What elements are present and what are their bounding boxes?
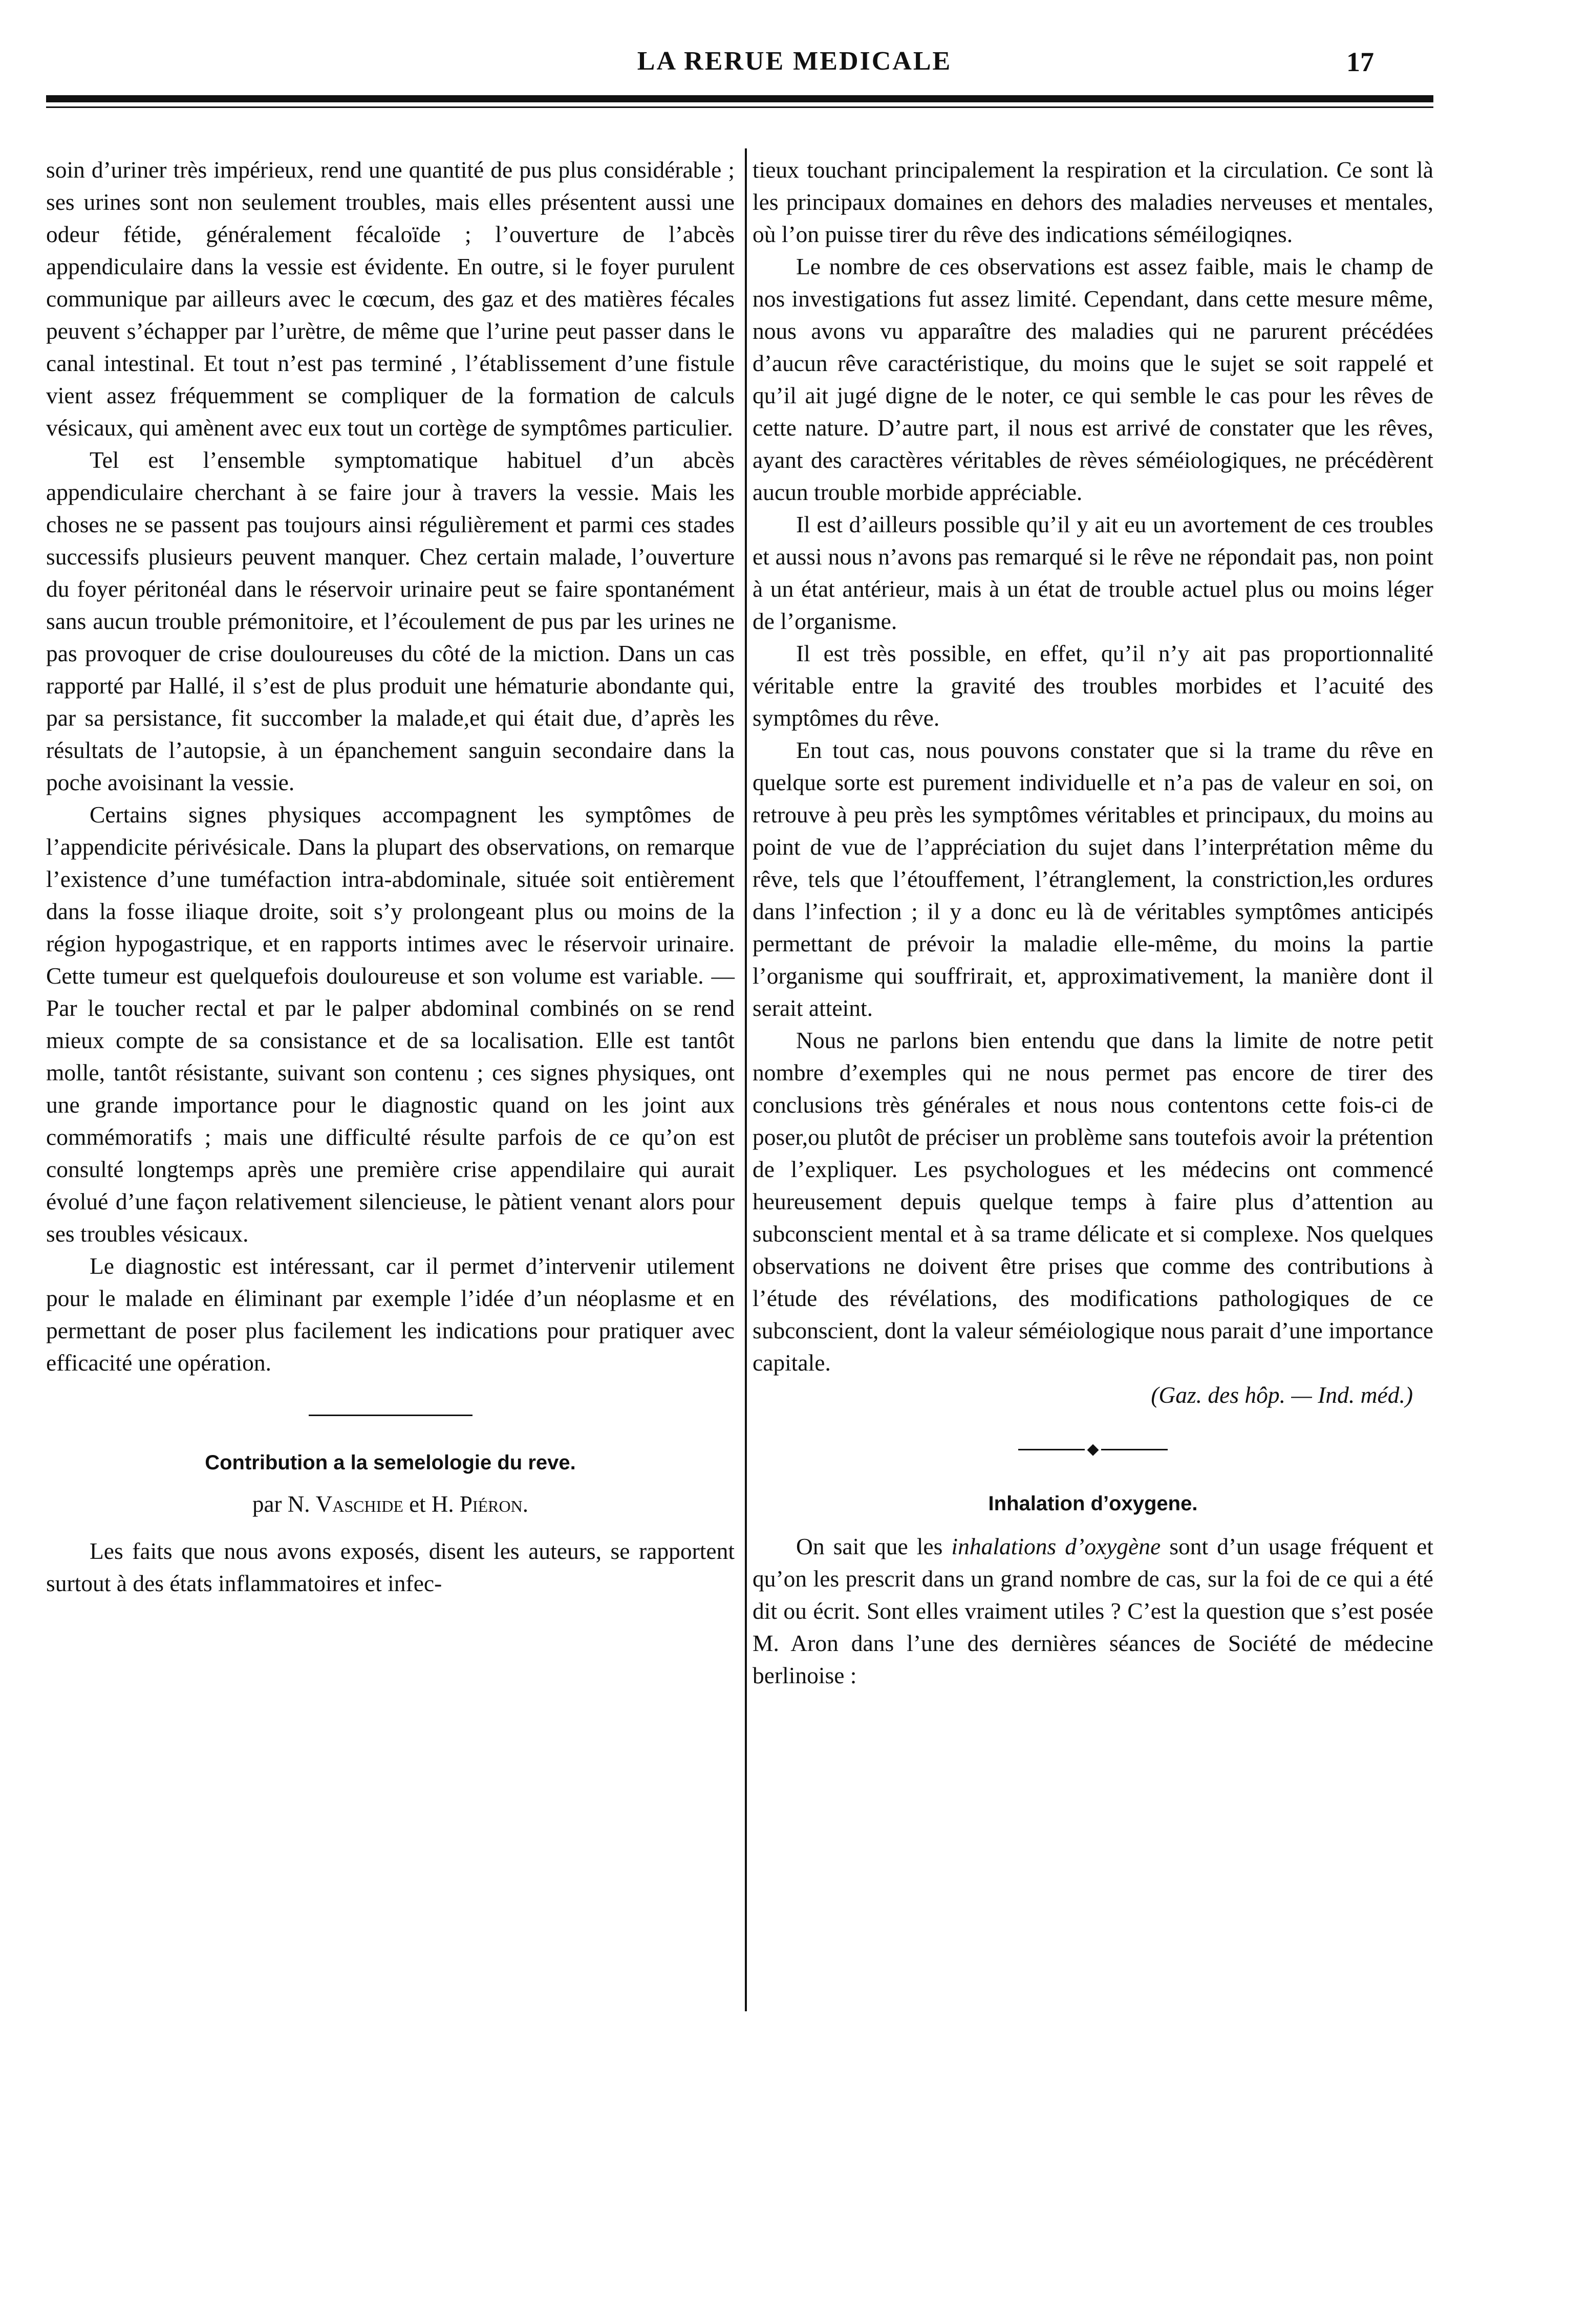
left-column [46,154,735,1599]
byline-mid: et H. [409,1491,454,1517]
paragraph: Certains signes physiques accompagnent les symptômes de l’appendicite périvésicale. Dans la plupart des observations, on remarque l’existence d’une tuméfaction intra-abdominale, située soit entièrement dans la fosse iliaque droite, soit s’y prolongeant plus ou moins de la région hypogastrique, et en rapports intimes avec le réservoir urinaire. Cette tumeur est quelquefois douloureuse et son volume est variable. — Par le toucher rectal et par le palper abdominal combinés on se rend mieux compte de sa consistance et de sa localisation. Elle est tantôt molle, tantôt résistante, suivant son contenu ; ces signes physiques, ont une grande importance pour le diagnostic quand on les joint aux commémoratifs ; mais une difficulté résulte parfois de ce qu’on est consulté longtemps après une première crise appendilaire qui aurait évolué d’une façon relativement silencieuse, le pàtient venant alors pour ses troubles vésicaux. [46,801,735,1247]
ornament-separator [753,1442,1433,1457]
ornament-icon: ◆ [1087,1441,1099,1458]
running-title: LA RERUE MEDICALE [637,47,952,76]
separator-bar [1101,1449,1168,1450]
right-column [753,154,1433,1691]
paragraph: tieux touchant principalement la respiration et la circulation. Ce sont là les principaux domaines en dehors des maladies nerveuses et mentales, où l’on puisse tirer du rêve des indications séméilogiqnes. [753,157,1433,247]
separator-bar [1018,1449,1085,1450]
byline-prefix: par N. [252,1491,310,1517]
section-title: Inhalation d’oxygene. [988,1492,1198,1515]
header-rule-thick [46,95,1433,102]
paragraph: Il est d’ailleurs possible qu’il y ait eu un avortement de ces troubles et aussi nous n’avons pas remarqué si le rêve ne répondait pas, non point à un état antérieur, mais à un état de trouble actuel plus ou moins léger de l’organisme. [753,511,1433,634]
citation: (Gaz. des hôp. — Ind. méd.) [1151,1382,1413,1408]
page-header [0,46,1589,97]
paragraph: En tout cas, nous pouvons constater que si la trame du rêve en quelque sorte est purement individuelle et n’a pas de valeur en soi, on retrouve à peu près les symptômes véritables et principaux, du moins au point de vue de l’appréciation du sujet dans l’interprétation même du rêve, tels que l’étouffement, l’étranglement, la constriction,les ordures dans l’infection ; il y a donc eu là de véritables symptômes anticipés permettant de prévoir la maladie elle-même, du moins la partie l’organisme qui souffrirait, et, approximativement, la manière dont il serait atteint. [753,737,1433,1021]
paragraph: Nous ne parlons bien entendu que dans la limite de notre petit nombre d’exemples qui ne nous permet pas encore de tirer des conclusions très générales et nous nous contentons cette fois-ci de poser,ou plutôt de préciser un problème sans toutefois avoir la prétention de l’expliquer. Les psychologues et les médecins ont commencé heureusement depuis quelque temps à faire plus d’attention au subconscient mental et à sa trame délicate et si complexe. Nos quelques observations ne doivent être prises que comme des contributions à l’étude des révélations, des modifications pathologiques de ce subconscient, dont la valeur séméiologique nous parait d’une importance capitale. [753,1027,1433,1376]
section-separator [309,1415,473,1416]
byline [46,1488,735,1521]
text-run: sont d’un usage fréquent et qu’on les prescrit dans un grand nombre de cas, sur la foi de ce qui a été dit ou écrit. Sont elles vraiment utiles ? C’est la question que s’est posée M. Aron dans l’une des dernières séances de Société de médecine berlinoise : [753,1533,1433,1688]
paragraph: Les faits que nous avons exposés, disent les auteurs, se rapportent surtout à des états inflammatoires et infec- [46,1538,735,1596]
emphasis: inhalations d’oxygène [951,1533,1161,1559]
section-title: Contribution a la semelologie du reve. [205,1451,576,1474]
text-run: On sait que les [796,1533,952,1559]
column-divider [745,148,747,2011]
paragraph: soin d’uriner très impérieux, rend une quantité de pus plus considérable ; ses urines sont non seulement troubles, mais elles présentent aussi une odeur fétide, généralement fécaloïde ; l’ouverture de l’abcès appendiculaire dans la vessie est évidente. En outre, si le foyer purulent communique par ailleurs avec le cœcum, des gaz et des matières fécales peuvent s’échapper par l’urètre, de même que l’urine peut passer dans le canal intestinal. Et tout n’est pas terminé , l’établissement d’une fistule vient assez fréquemment se compliquer de la formation de calculs vésicaux, qui amènent avec eux tout un cortège de symptômes particulier. [46,157,735,441]
author-name: Vaschide [315,1491,403,1517]
author-name: Piéron. [459,1491,528,1517]
page-number: 17 [1346,47,1374,77]
header-rule-thin [46,106,1433,108]
paragraph: Le diagnostic est intéressant, car il permet d’intervenir utilement pour le malade en éliminant par exemple l’idée d’un néoplasme et en permettant de poser plus facilement les indications pour pratiquer avec efficacité une opération. [46,1253,735,1376]
paragraph: Le nombre de ces observations est assez faible, mais le champ de nos investigations fut assez limité. Cependant, dans cette mesure même, nous avons vu apparaître des maladies qui ne parurent précédées d’aucun rêve caractéristique, du moins que le sujet se soit rappelé et qu’il ait jugé digne de le noter, ce qui semble le cas pour les rêves de cette nature. D’autre part, il nous est arrivé de constater que les rêves, ayant des caractères véritables de rèves séméiologiques, ne précédèrent aucun trouble morbide appréciable. [753,253,1433,505]
paragraph [753,1530,1433,1691]
paragraph: Il est très possible, en effet, qu’il n’y ait pas proportionnalité véritable entre la gravité des troubles morbides et l’acuité des symptômes du rêve. [753,640,1433,731]
paragraph: Tel est l’ensemble symptomatique habituel d’un abcès appendiculaire cherchant à se faire jour à travers la vessie. Mais les choses ne se passent pas toujours ainsi régulièrement et parmi ces stades successifs plusieurs peuvent manquer. Chez certain malade, l’ouverture du foyer péritonéal dans le réservoir urinaire peut se faire spontanément sans aucun trouble prémonitoire, et l’écoulement de pus par les urines ne pas provoquer de crise douloureuses du côté de la miction. Dans un cas rapporté par Hallé, il s’est de plus produit une hématurie abondante qui, par sa persistance, fit succomber la malade,et qui était due, d’après les résultats de l’autopsie, à un épanchement sanguin secondaire dans la poche avoisinant la vessie. [46,447,735,795]
